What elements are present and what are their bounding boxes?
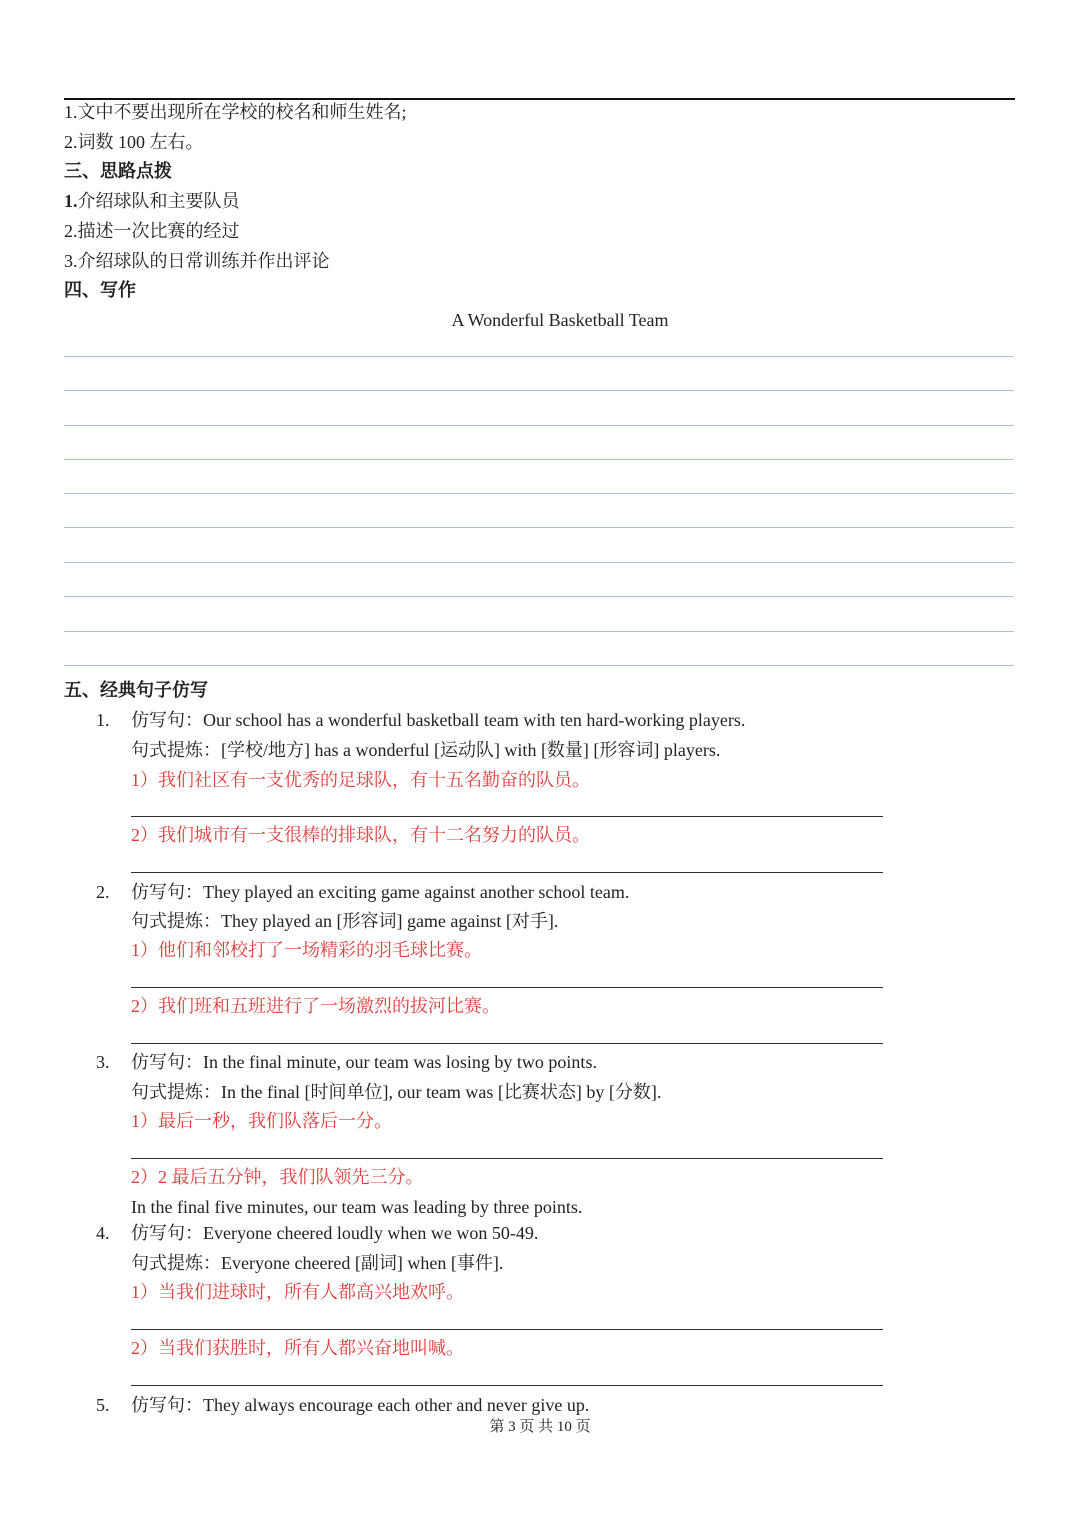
model-sentence: 仿写句：Everyone cheered loudly when we won 50-49. <box>131 1223 539 1243</box>
item-number: 2. <box>64 221 78 241</box>
prompt-1: 1）最后一秒，我们队落后一分。 <box>131 1111 392 1131</box>
answer-line[interactable] <box>131 987 883 988</box>
essay-title: A Wonderful Basketball Team <box>451 310 669 330</box>
writing-line <box>64 493 1014 494</box>
prompt-2: 2）2 最后五分钟，我们队领先三分。 <box>131 1167 424 1187</box>
writing-line <box>64 390 1014 391</box>
section3-item-2 <box>64 219 240 243</box>
requirement-1: 1.文中不要出现所在学校的校名和师生姓名; <box>64 102 407 122</box>
writing-line <box>64 562 1014 563</box>
answer-line[interactable] <box>131 816 883 817</box>
answer-line[interactable] <box>131 1385 883 1386</box>
exercise-number: 1. <box>96 710 110 730</box>
prompt-2: 2）当我们获胜时，所有人都兴奋地叫喊。 <box>131 1338 464 1358</box>
item-text: 介绍球队的日常训练并作出评论 <box>77 251 330 271</box>
sentence-pattern: 句式提炼：In the final [时间单位], our team was [比赛状态] by [分数]. <box>131 1082 662 1102</box>
writing-line <box>64 425 1014 426</box>
sentence-pattern: 句式提炼：[学校/地方] has a wonderful [运动队] with [数量] [形容词] players. <box>131 740 721 760</box>
prompt-2: 2）我们班和五班进行了一场激烈的拔河比赛。 <box>131 996 500 1016</box>
exercise-number: 2. <box>96 882 110 902</box>
writing-line <box>64 459 1014 460</box>
section3-item-3 <box>64 249 330 273</box>
sentence-pattern: 句式提炼：They played an [形容词] game against [对手]. <box>131 911 559 931</box>
answer-text: In the final five minutes, our team was leading by three points. <box>131 1197 583 1217</box>
section3-item-1 <box>64 189 240 213</box>
model-sentence: 仿写句：Our school has a wonderful basketball team with ten hard-working players. <box>131 710 746 730</box>
page-footer: 第 3 页 共 10 页 <box>489 1419 591 1435</box>
answer-line[interactable] <box>131 1158 883 1159</box>
item-number: 3. <box>64 251 78 271</box>
item-number: 1. <box>64 191 78 211</box>
exercise-number: 4. <box>96 1223 110 1243</box>
answer-line[interactable] <box>131 1329 883 1330</box>
item-text: 描述一次比赛的经过 <box>77 221 240 241</box>
sentence-pattern: 句式提炼：Everyone cheered [副词] when [事件]. <box>131 1253 504 1273</box>
exercise-number: 5. <box>96 1395 110 1415</box>
writing-line <box>64 665 1014 666</box>
item-text: 介绍球队和主要队员 <box>77 191 240 211</box>
model-sentence: 仿写句：In the final minute, our team was losing by two points. <box>131 1052 597 1072</box>
section4-heading: 四、写作 <box>64 280 136 300</box>
answer-line[interactable] <box>131 1043 883 1044</box>
writing-line <box>64 527 1014 528</box>
model-sentence: 仿写句：They played an exciting game against another school team. <box>131 882 630 902</box>
prompt-1: 1）当我们进球时，所有人都高兴地欢呼。 <box>131 1282 464 1302</box>
section3-heading: 三、思路点拨 <box>64 161 172 181</box>
prompt-1: 1）他们和邻校打了一场精彩的羽毛球比赛。 <box>131 940 482 960</box>
section5-heading: 五、经典句子仿写 <box>64 680 208 700</box>
writing-line <box>64 631 1014 632</box>
requirement-2: 2.词数 100 左右。 <box>64 132 204 152</box>
prompt-1: 1）我们社区有一支优秀的足球队，有十五名勤奋的队员。 <box>131 770 590 790</box>
prompt-2: 2）我们城市有一支很棒的排球队，有十二名努力的队员。 <box>131 825 590 845</box>
model-sentence: 仿写句：They always encourage each other and never give up. <box>131 1395 590 1415</box>
writing-line <box>64 596 1014 597</box>
writing-line <box>64 356 1014 357</box>
exercise-number: 3. <box>96 1052 110 1072</box>
answer-line[interactable] <box>131 872 883 873</box>
